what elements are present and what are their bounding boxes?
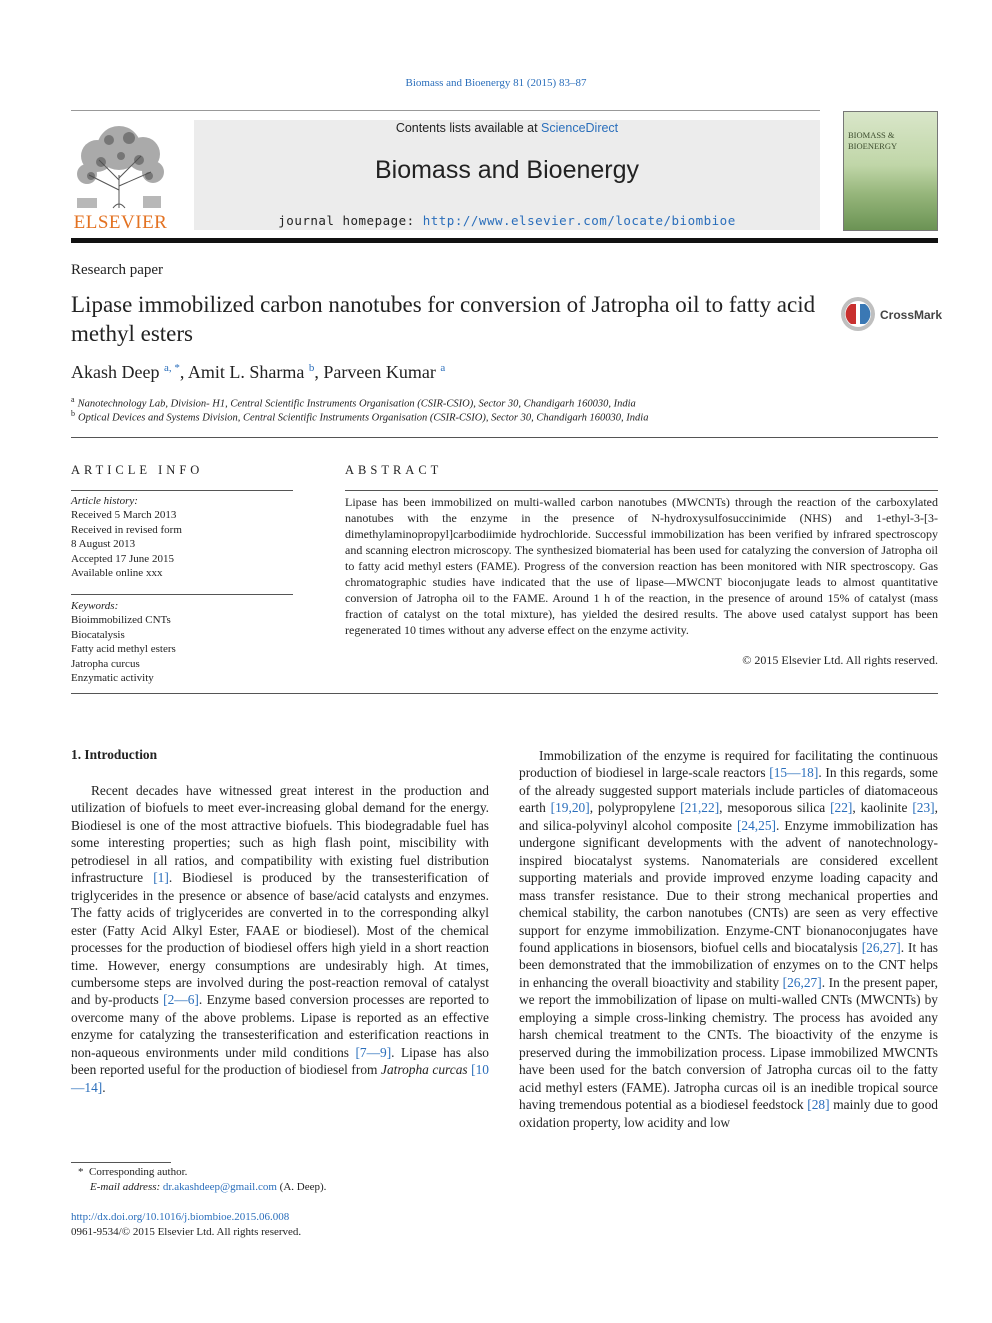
author-marks[interactable]: b [308,362,315,374]
abstract-rule [345,490,938,491]
citation-ref[interactable]: [28] [807,1097,830,1113]
abstract-copyright: © 2015 Elsevier Ltd. All rights reserved. [742,653,938,667]
header-top-rule [71,110,820,111]
keywords-label: Keywords: [71,600,119,612]
abstract-heading: ABSTRACT [345,463,443,477]
homepage-link[interactable]: http://www.elsevier.com/locate/biombioe [422,213,736,228]
article-type: Research paper [71,262,164,278]
crossmark-icon[interactable] [840,296,876,332]
citation-ref[interactable]: [26,27] [861,939,901,955]
crossmark-label[interactable]: CrossMark [880,308,943,322]
elsevier-wordmark: ELSEVIER [73,212,168,233]
section-heading: 1. Introduction [71,747,158,762]
keywords-rule [71,594,293,595]
author-name[interactable]: Amit L. Sharma [187,362,305,382]
author-name[interactable]: Akash Deep [71,362,160,382]
intro-paragraph-right: Immobilization of the enzyme is required for facilitating the continuous production of biodiesel in large-scale reactors [15—18]. In this regards, some of the already suggested support materials include particles of diatomaceous earth [19,20], polypropylene [21,22], mesoporous silica [22], kaolinite [23], and silica-polyvinyl alcohol composite [24,25]. Enzyme immobilization has undergone significant developments with the advent of nanotechnology-inspired biocatalyst systems. Nanomaterials are considered excellent supporting materials and provide improved enzyme loading capacity and mass transfer resistance. Due to their strong mechanical properties and chemical stability, the carbon nanotubes (CNTs) are seen as very effective support for enzyme immobilization. Enzyme-CNT bionanoconjugates have found applications in biosensors, biofuel cells and biocatalysis [26,27]. It has been demonstrated that the immobilization of enzymes on to the CNT helps in enhancing the overall bioactivity and stability [26,27]. In the present paper, we report the immobilization of lipase on multi-walled CNTs (MWCNTs) by employing a simple cross-linking chemistry. The process has avoided any harsh chemical treatment to the CNTs. The bioactivity of the enzyme is preserved during the immobilization process. Lipase immobilized MWCNTs have been used for the batch conversion of Jatropha curcas oil to the fatty acid methyl esters (FAME). Jatropha curcas oil is an inedible tropical source having tremendous potential as a biodiesel feedstock [28] mainly due to good oxidation property, low acidity and low [519,748,939,1130]
abstract-text: Lipase has been immobilized on multi-walled carbon nanotubes (MWCNTs) through the reaction of the carboxylated nanotubes with the enzyme in the presence of N-hydroxysulfosuccinimide (NHS) and 1-ethyl-3-[3-dimethylaminopropyl]carbodiimide hydrochloride. Successful immobilization has been verified by infrared spectroscopy and scanning electron microscopy. The synthesized biomaterial has been used for catalyzing the conversion of Jatropha oil to fatty acid methyl esters (FAME). Progress of the conversion reaction has been monitored with NIR spectroscopy. Gas chromatographic studies have indicated that the use of lipase—MWCNT bioconjugate leads to almost quantitative conversion of Jatropha oil to the FAME. Around 1 h of the reaction, in the presence of around 15% of catalyst (mass fraction of catalyst on the total mixture), has yielded the desired results. The above used catalyst support has been regenerated 10 times without any adverse effect on the enzyme activity. [345,495,938,637]
citation-ref[interactable]: [26,27] [782,974,822,990]
contents-prefix: Contents lists available at [395,121,542,135]
keywords [71,599,293,685]
citation-ref[interactable]: [19,20] [550,800,590,816]
issn-copyright: 0961-9534/© 2015 Elsevier Ltd. All rights reserved. [71,1226,302,1238]
article-info-heading: ARTICLE INFO [71,463,204,477]
keyword: Jatropha curcus [71,657,140,670]
doi-link[interactable]: http://dx.doi.org/10.1016/j.biombioe.2015.06.008 [71,1211,290,1223]
citation-ref[interactable]: [22] [830,800,853,816]
article-title: Lipase immobilized carbon nanotubes for conversion of Jatropha oil to fatty acid methyl esters [71,292,816,346]
history-label: Article history: [71,495,138,507]
citation-ref[interactable]: [10—14] [71,1062,490,1095]
corresponding-note: * Corresponding author. [78,1166,188,1178]
footnote-rule [71,1162,171,1163]
history-item: Received 5 March 2013 [71,509,177,522]
history-item: Received in revised form [71,523,182,536]
citation-ref[interactable]: [15—18] [769,765,819,781]
citation-ref[interactable]: [1] [153,870,169,886]
journal-citation[interactable]: Biomass and Bioenergy 81 (2015) 83–87 [405,77,587,89]
email-note: E-mail address: dr.akashdeep@gmail.com (A. Deep). [90,1181,327,1193]
keyword: Bioimmobilized CNTs [71,614,171,627]
author-marks[interactable]: a, * [163,362,180,374]
sciencedirect-link[interactable]: ScienceDirect [541,121,619,135]
article-history [71,494,293,580]
keyword: Enzymatic activity [71,672,154,685]
homepage-label: journal homepage: [278,213,423,228]
citation-ref[interactable]: [2—6] [163,992,199,1008]
history-item: 8 August 2013 [71,538,136,551]
citation-ref[interactable]: [23] [912,800,935,816]
journal-cover-thumbnail[interactable] [843,111,938,231]
email-link[interactable]: dr.akashdeep@gmail.com [162,1181,277,1193]
citation-ref[interactable]: [21,22] [680,800,720,816]
journal-homepage-line [194,213,820,228]
italic-term: Jatropha curcas [381,1062,468,1078]
history-item: Accepted 17 June 2015 [71,552,174,565]
affiliation: $^a$ Nanotechnology Lab, Division- H1, Central Scientific Instruments Organisation (CSIR-CSIO), Sector 30, Chandigarh 160030, India [71,395,636,410]
keyword: Fatty acid methyl esters [71,643,176,656]
author-list: Akash Deep $^{a, *}$, Amit L. Sharma $^b$, Parveen Kumar $^a$ [71,362,446,382]
author-name[interactable]: Parveen Kumar [323,362,436,382]
affiliation-rule [71,437,938,438]
keyword: Biocatalysis [71,628,125,641]
abstract-bottom-rule [71,693,938,694]
journal-title: Biomass and Bioenergy [374,156,640,184]
article-info-rule [71,490,293,491]
affiliation: $^b$ Optical Devices and Systems Division, Central Scientific Instruments Organisation (CSIR-CSIO), Sector 30, Chandigarh 160030, India [71,409,649,424]
author-marks[interactable]: a [440,362,446,374]
cover-title: BIOMASS & BIOENERGY [848,130,898,151]
intro-paragraph-left: Recent decades have witnessed great interest in the production and utilization of biofuels to meet ever-increasing global demand for the energy. Biodiesel is one of the most attractive biofuels. This biodegradable fuel has some interesting properties; such as high flash point, miscibility with petrodiesel in all ratios, and compatibility with existing fuel distribution infrastructure [1]. Biodiesel is produced by the transesterification of triglycerides in the presence or absence of base/acid catalysts and enzymes. The fatty acids of triglycerides are converted in to the corresponding alkyl ester (Fatty Acid Alkyl Ester, FAAE or biodiesel). Most of the chemical processes for the production of biodiesel offers high yield in a short reaction time. However, energy consumptions are undesirably high. At times, cumbersome steps are involved during the post-reaction removal of catalyst and by-products [2—6]. Enzyme based conversion processes are reported to overcome many of the above problems. Lipase is reported as an effective enzyme for catalyzing the transesterification and esterification reactions in non-aqueous environments under mild conditions [7—9]. Lipase has also been reported useful for the production of biodiesel from Jatropha curcas [10—14]. [71,783,490,1095]
history-item: Available online xxx [71,567,163,580]
citation-ref[interactable]: [24,25] [736,817,777,833]
citation-ref[interactable]: [7—9] [355,1044,392,1060]
contents-line [194,121,820,135]
header-bottom-rule [71,238,938,243]
